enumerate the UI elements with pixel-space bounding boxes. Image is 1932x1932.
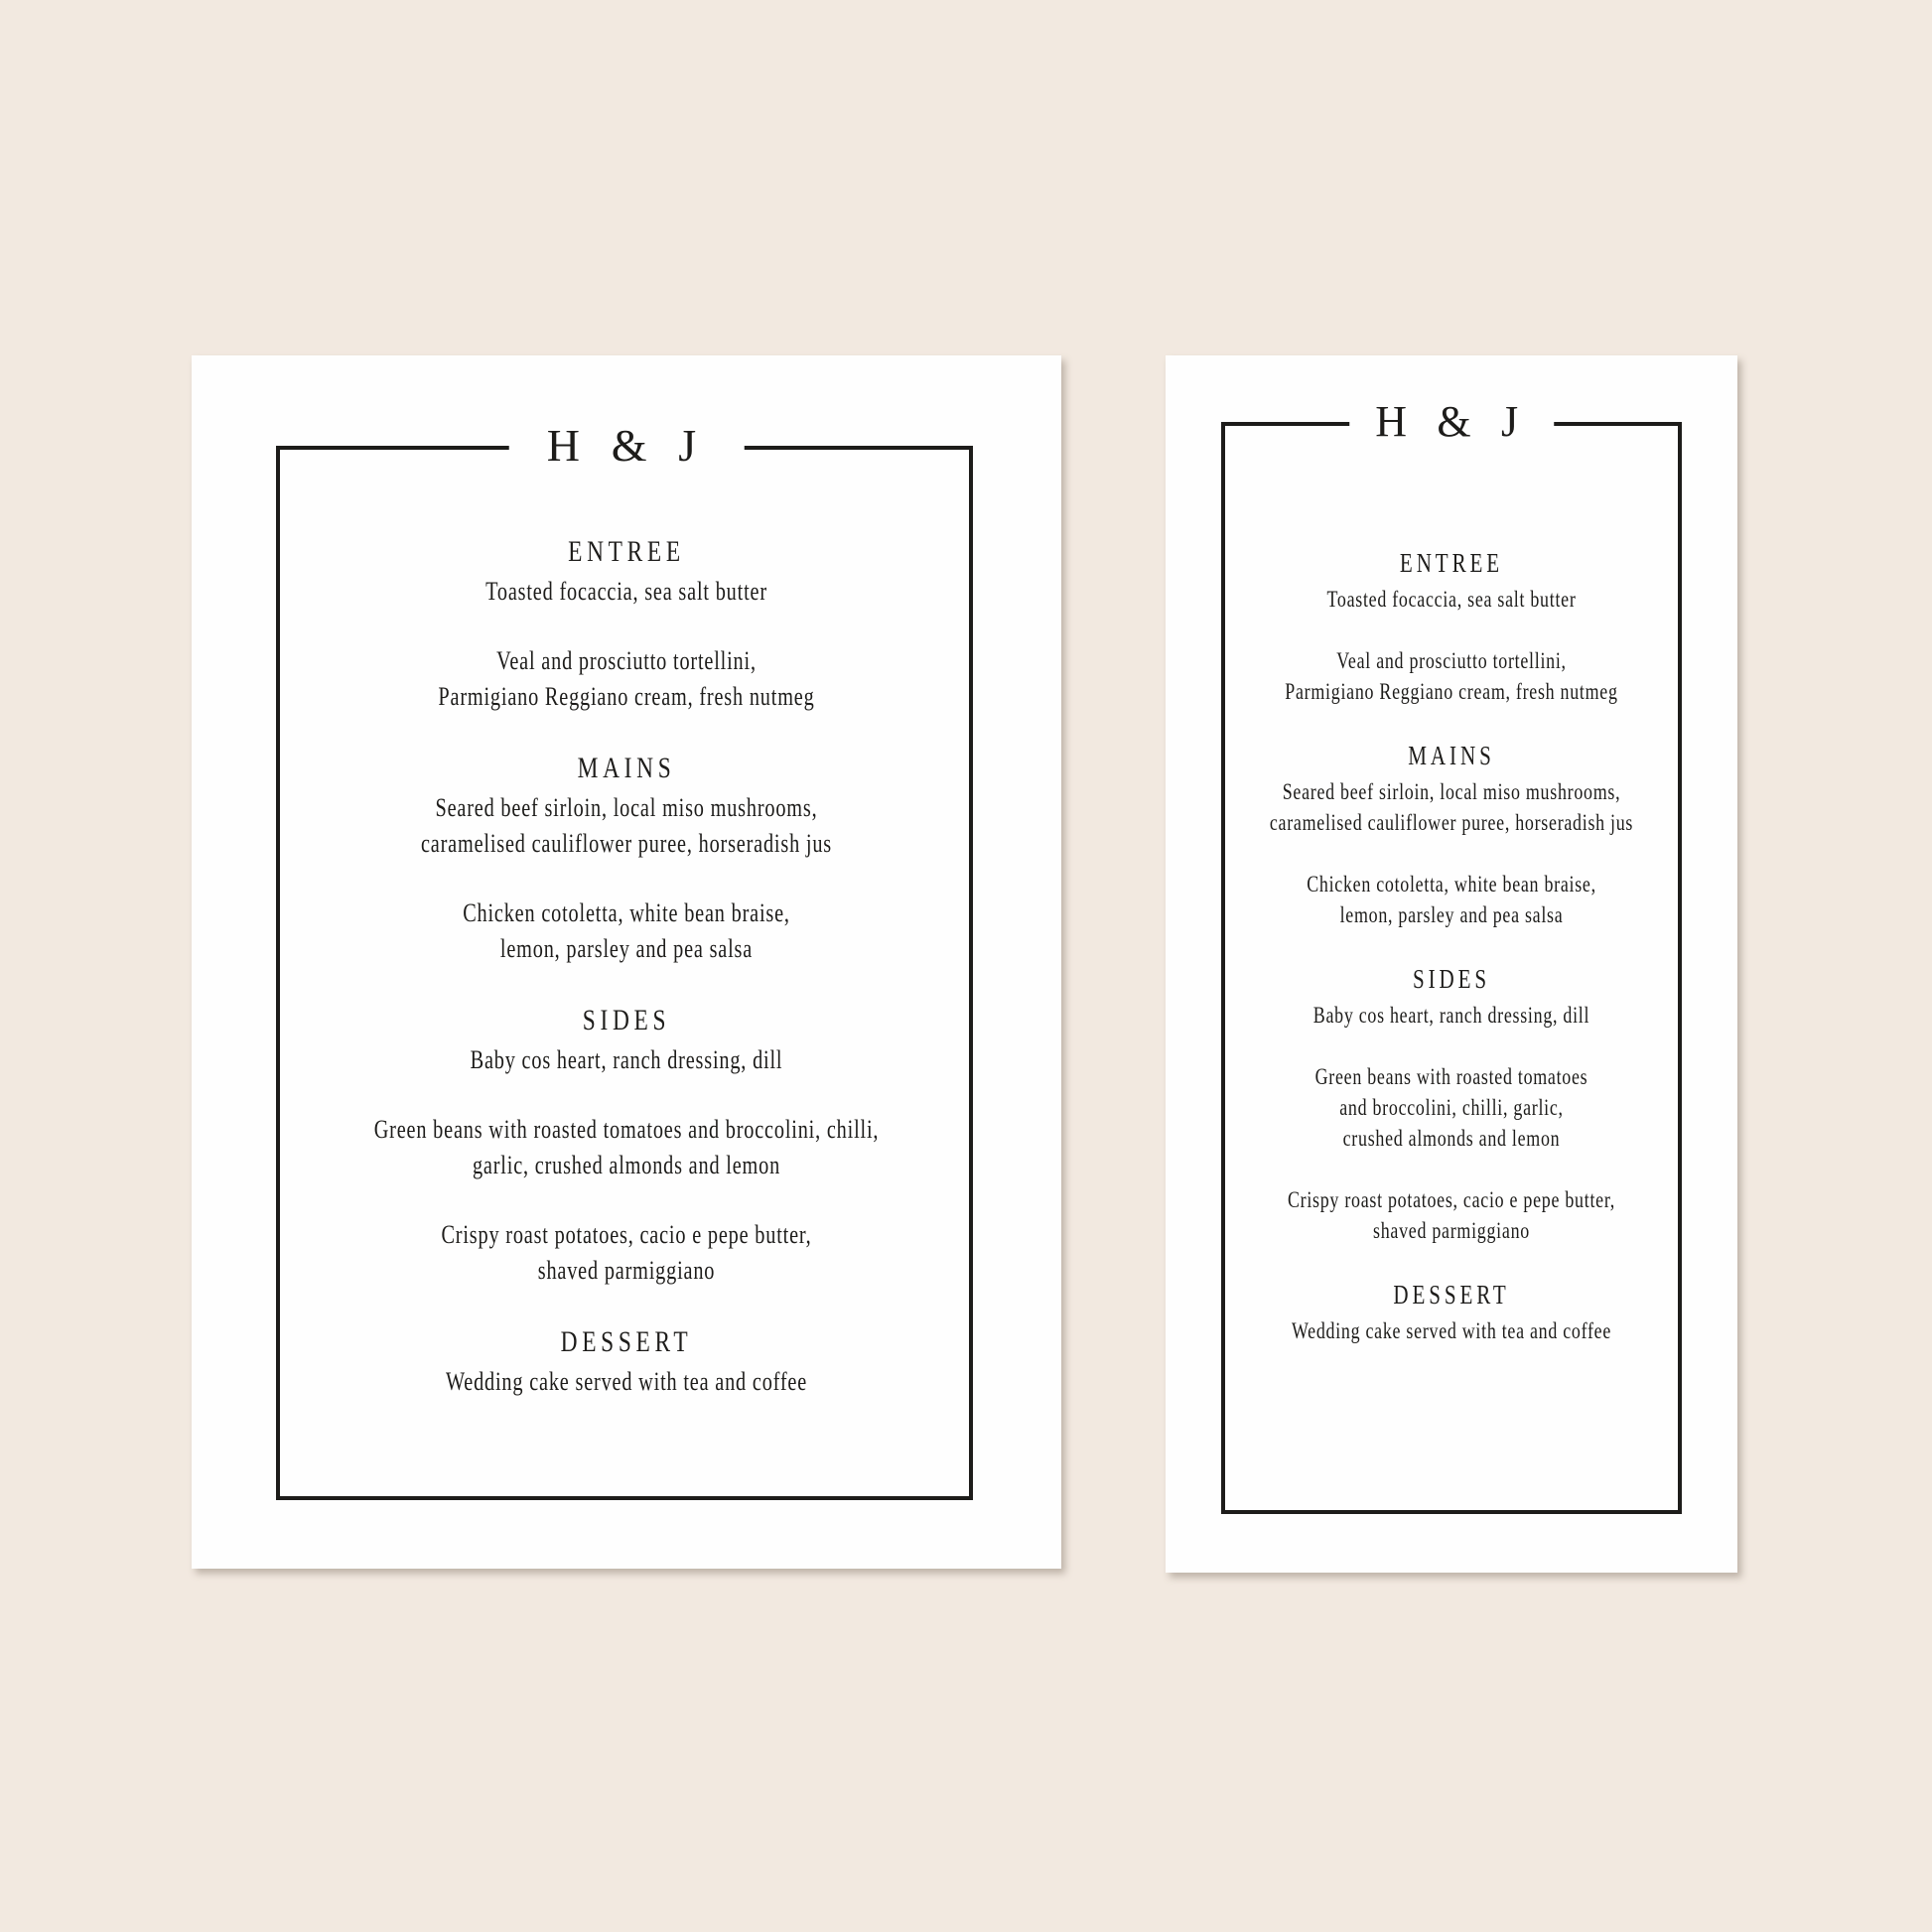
menu-item xyxy=(1166,1315,1737,1346)
menu-item-line: Chicken cotoletta, white bean braise, xyxy=(463,898,790,927)
monogram-title: H & J xyxy=(509,418,745,474)
menu-item xyxy=(1166,869,1737,930)
menu-item-line: caramelised cauliflower puree, horseradish jus xyxy=(420,829,833,858)
menu-content xyxy=(1166,355,1737,1377)
section-heading: ENTREE xyxy=(568,535,685,568)
menu-item-line: Seared beef sirloin, local miso mushrooms, xyxy=(1282,779,1621,804)
menu-item xyxy=(1166,1184,1737,1246)
menu-item xyxy=(1166,1061,1737,1154)
menu-item-line: Green beans with roasted tomatoes xyxy=(1314,1064,1588,1089)
menu-item xyxy=(192,1364,1061,1400)
menu-item xyxy=(192,1042,1061,1078)
menu-item-line: shaved parmiggiano xyxy=(1373,1218,1530,1243)
menu-item-line: and broccolini, chilli, garlic, xyxy=(1339,1095,1564,1120)
menu-item-line: Parmigiano Reggiano cream, fresh nutmeg xyxy=(438,682,815,711)
menu-item-line: Crispy roast potatoes, cacio e pepe butter, xyxy=(441,1220,812,1249)
menu-card-slim xyxy=(1166,355,1737,1573)
menu-item-line: Parmigiano Reggiano cream, fresh nutmeg xyxy=(1285,679,1618,704)
section-heading: MAINS xyxy=(577,752,676,784)
menu-item-line: crushed almonds and lemon xyxy=(1342,1126,1561,1151)
menu-item-line: Seared beef sirloin, local miso mushrooms, xyxy=(435,793,818,822)
menu-item-line: caramelised cauliflower puree, horseradish jus xyxy=(1269,810,1634,835)
menu-item-line: Veal and prosciutto tortellini, xyxy=(496,646,757,675)
menu-item xyxy=(1166,1000,1737,1031)
menu-item xyxy=(1166,645,1737,707)
menu-item xyxy=(192,1217,1061,1289)
menu-item-line: lemon, parsley and pea salsa xyxy=(1339,902,1564,927)
menu-item xyxy=(1166,776,1737,838)
menu-item-line: Green beans with roasted tomatoes and broccolini, chilli, xyxy=(373,1115,880,1144)
menu-item xyxy=(1166,584,1737,615)
section-heading: DESSERT xyxy=(560,1325,693,1358)
menu-card-large xyxy=(192,355,1061,1569)
menu-content xyxy=(192,355,1061,1434)
menu-item-line: Wedding cake served with tea and coffee xyxy=(445,1367,808,1396)
section-heading: ENTREE xyxy=(1399,548,1504,578)
section-heading: SIDES xyxy=(1412,964,1490,994)
section-heading: SIDES xyxy=(582,1004,671,1036)
menu-item-line: Wedding cake served with tea and coffee xyxy=(1291,1318,1612,1343)
menu-item-line: Toasted focaccia, sea salt butter xyxy=(1326,587,1577,612)
menu-item-line: shaved parmiggiano xyxy=(537,1256,716,1285)
menu-item-line: Chicken cotoletta, white bean braise, xyxy=(1307,872,1596,897)
menu-item xyxy=(192,574,1061,610)
menu-item-line: Baby cos heart, ranch dressing, dill xyxy=(470,1045,783,1074)
menu-item xyxy=(192,790,1061,862)
menu-item-line: Baby cos heart, ranch dressing, dill xyxy=(1312,1003,1590,1028)
menu-item-line: Toasted focaccia, sea salt butter xyxy=(485,577,767,606)
section-heading: DESSERT xyxy=(1393,1280,1510,1310)
menu-item-line: lemon, parsley and pea salsa xyxy=(499,934,754,963)
menu-item-line: Crispy roast potatoes, cacio e pepe butter, xyxy=(1287,1187,1616,1212)
menu-item xyxy=(192,643,1061,715)
menu-item xyxy=(192,1112,1061,1183)
menu-item-line: Veal and prosciutto tortellini, xyxy=(1336,648,1567,673)
menu-item xyxy=(192,896,1061,967)
section-heading: MAINS xyxy=(1408,741,1495,770)
monogram-title: H & J xyxy=(1349,394,1554,450)
menu-item-line: garlic, crushed almonds and lemon xyxy=(472,1151,781,1179)
